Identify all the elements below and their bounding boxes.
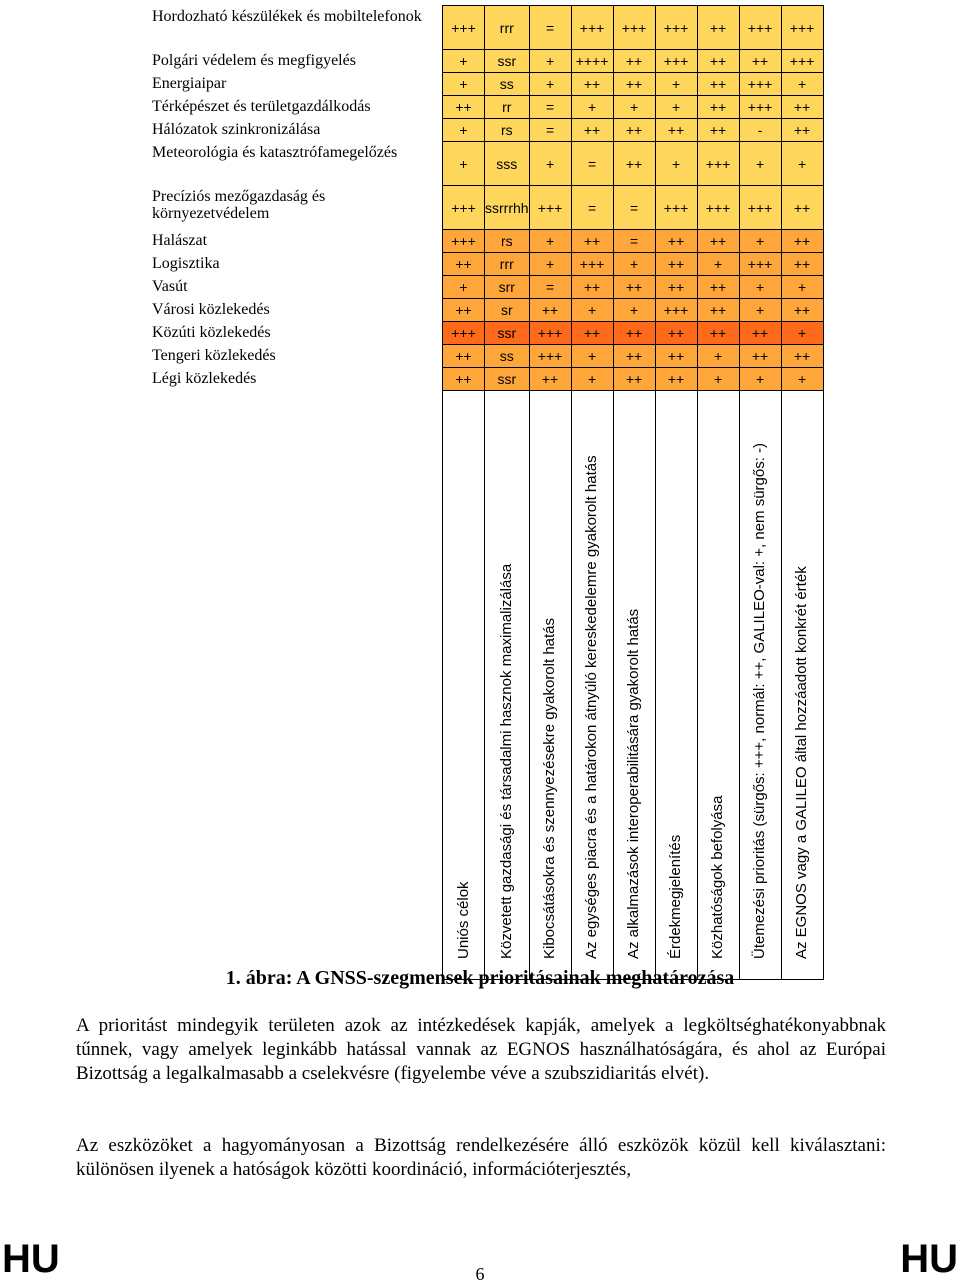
table-cell: ++: [697, 96, 739, 119]
table-cell: =: [529, 96, 571, 119]
table-cell: +: [739, 276, 781, 299]
column-header: [571, 391, 613, 980]
table-cell: -: [739, 119, 781, 142]
column-header: [443, 391, 485, 980]
table-cell: ++: [781, 230, 823, 253]
row-label: Hálózatok szinkronizálása: [152, 120, 321, 138]
row-label: Térképészet és területgazdálkodás: [152, 97, 371, 115]
table-row: [144, 119, 823, 142]
table-cell: rs: [485, 230, 530, 253]
table-cell: +: [529, 50, 571, 73]
table-cell: ++: [613, 368, 655, 391]
table-cell: +++: [781, 6, 823, 50]
row-label: Logisztika: [152, 254, 220, 272]
table-cell: +: [571, 299, 613, 322]
column-header-row: [144, 391, 823, 980]
table-cell: +: [655, 96, 697, 119]
table-cell: =: [529, 119, 571, 142]
table-cell: +++: [739, 6, 781, 50]
table-cell: sr: [485, 299, 530, 322]
table-cell: ++: [697, 230, 739, 253]
table-cell: +++: [529, 345, 571, 368]
row-label: Közúti közlekedés: [152, 323, 271, 341]
table-cell: +++: [529, 322, 571, 345]
column-header-label: Az EGNOS vagy a GALILEO által hozzáadott konkrét érték: [793, 566, 811, 959]
table-cell: ssr: [485, 368, 530, 391]
column-header-label: Érdekmegjelenítés: [667, 834, 685, 959]
table-cell: +: [739, 142, 781, 186]
row-label: Városi közlekedés: [152, 300, 270, 318]
table-cell: ++: [697, 119, 739, 142]
table-cell: +++: [529, 186, 571, 230]
column-header: [655, 391, 697, 980]
table-cell: +: [697, 253, 739, 276]
table-cell: ++: [613, 142, 655, 186]
table-cell: ++: [697, 73, 739, 96]
table-cell: ++: [781, 186, 823, 230]
table-cell: +: [613, 96, 655, 119]
table-cell: =: [571, 186, 613, 230]
row-label: Energiaipar: [152, 74, 227, 92]
column-header-label: Uniós célok: [454, 881, 472, 959]
table-cell: =: [613, 230, 655, 253]
table-cell: +: [613, 253, 655, 276]
table-cell: ++: [697, 276, 739, 299]
paragraph-1: A prioritást mindegyik területen azok az intézkedések kapják, amelyek a legköltséghatékonyabbnak tűnnek, vagy amelyek leginkább hatással vannak az EGNOS használhatóságára, és ahol az Európai Bizottság a legalkalmasabb a cselekvésre (figyelembe véve a szubszidiaritás elvét).: [76, 1015, 886, 1084]
table-cell: +: [739, 230, 781, 253]
table-cell: ++: [571, 230, 613, 253]
table-cell: ++: [655, 276, 697, 299]
row-label: Halászat: [152, 231, 208, 249]
table-cell: +++: [571, 6, 613, 50]
table-row: [144, 368, 823, 391]
column-header: [697, 391, 739, 980]
table-row: [144, 299, 823, 322]
table-cell: +++: [781, 50, 823, 73]
row-label: Légi közlekedés: [152, 369, 257, 387]
table-cell: =: [529, 6, 571, 50]
table-cell: ++: [529, 299, 571, 322]
table-cell: srr: [485, 276, 530, 299]
table-cell: +++: [655, 50, 697, 73]
table-cell: ++: [613, 73, 655, 96]
table-cell: +: [739, 299, 781, 322]
table-cell: ++: [529, 368, 571, 391]
table-cell: ++: [613, 322, 655, 345]
row-label: Vasút: [152, 277, 188, 295]
table-cell: ++: [697, 322, 739, 345]
table-cell: +: [443, 73, 485, 96]
table-cell: ssr: [485, 322, 530, 345]
column-header: [613, 391, 655, 980]
table-cell: ssr: [485, 50, 530, 73]
table-cell: +++: [613, 6, 655, 50]
table-cell: +++: [739, 96, 781, 119]
table-cell: +: [529, 253, 571, 276]
table-row: [144, 96, 823, 119]
table-cell: =: [613, 186, 655, 230]
priority-table: [144, 5, 824, 980]
column-header: [485, 391, 530, 980]
header-blank: [144, 391, 443, 980]
table-row: [144, 73, 823, 96]
table-cell: rrr: [485, 6, 530, 50]
table-cell: rs: [485, 119, 530, 142]
table-cell: ++++: [571, 50, 613, 73]
table-cell: ++: [613, 276, 655, 299]
paragraph-2: Az eszközöket a hagyományosan a Bizottság rendelkezésére álló eszközök közül kell kiválasztani: különösen ilyenek a hatóságok közötti koordináció, információterjesztés,: [76, 1135, 886, 1180]
column-header: [781, 391, 823, 980]
table-cell: ++: [571, 119, 613, 142]
table-cell: +: [443, 119, 485, 142]
table-cell: ++: [739, 322, 781, 345]
table-cell: rrr: [485, 253, 530, 276]
row-label: Hordozható készülékek és mobiltelefonok: [152, 7, 422, 25]
table-cell: +: [655, 73, 697, 96]
table-cell: ss: [485, 73, 530, 96]
table-cell: +: [697, 368, 739, 391]
table-row: [144, 322, 823, 345]
table-cell: ++: [443, 96, 485, 119]
table-cell: ++: [781, 299, 823, 322]
table-cell: ++: [655, 345, 697, 368]
table-cell: ++: [655, 119, 697, 142]
table-cell: ++: [781, 96, 823, 119]
table-cell: ++: [571, 322, 613, 345]
table-cell: +++: [739, 253, 781, 276]
table-cell: ++: [781, 345, 823, 368]
table-cell: ++: [697, 6, 739, 50]
table-cell: +: [443, 142, 485, 186]
table-row: [144, 6, 823, 50]
table-cell: +: [613, 299, 655, 322]
row-label: Meteorológia és katasztrófamegelőzés: [152, 143, 398, 161]
table-cell: +++: [443, 322, 485, 345]
table-cell: ++: [655, 322, 697, 345]
table-cell: +: [781, 368, 823, 391]
table-cell: +: [443, 276, 485, 299]
table-cell: +: [781, 73, 823, 96]
table-row: [144, 142, 823, 186]
table-cell: +: [571, 345, 613, 368]
table-row: [144, 345, 823, 368]
table-cell: +++: [697, 142, 739, 186]
table-cell: +++: [655, 299, 697, 322]
table-cell: +: [443, 50, 485, 73]
table-cell: ++: [443, 253, 485, 276]
column-header: [739, 391, 781, 980]
table-cell: ++: [443, 345, 485, 368]
table-cell: ++: [443, 368, 485, 391]
table-cell: ++: [613, 119, 655, 142]
table-cell: +: [697, 345, 739, 368]
table-cell: +: [571, 368, 613, 391]
figure-caption: 1. ábra: A GNSS-szegmensek prioritásainak meghatározása: [225, 967, 735, 989]
table-cell: rr: [485, 96, 530, 119]
table-cell: +: [781, 142, 823, 186]
table-cell: +++: [697, 186, 739, 230]
table-cell: ++: [571, 73, 613, 96]
table-cell: +: [571, 96, 613, 119]
table-cell: +: [739, 368, 781, 391]
table-cell: ssrrrhh: [485, 186, 530, 230]
column-header-label: Az alkalmazások interoperabilitására gyakorolt hatás: [625, 608, 643, 959]
table-row: [144, 186, 823, 230]
table-cell: +: [529, 142, 571, 186]
column-header: [529, 391, 571, 980]
table-cell: +: [781, 322, 823, 345]
table-cell: ++: [655, 253, 697, 276]
table-cell: ++: [443, 299, 485, 322]
table-cell: ++: [655, 230, 697, 253]
page-number: 6: [475, 1264, 485, 1284]
table-cell: sss: [485, 142, 530, 186]
table-cell: +: [529, 73, 571, 96]
column-header-label: Közvetett gazdasági és társadalmi hasznok maximalizálása: [497, 563, 515, 959]
table-cell: ++: [697, 299, 739, 322]
table-cell: ++: [781, 253, 823, 276]
table-cell: ++: [697, 50, 739, 73]
row-label: Precíziós mezőgazdaság és környezetvédelem: [152, 187, 326, 222]
table-cell: ++: [613, 50, 655, 73]
row-label: Tengeri közlekedés: [152, 346, 276, 364]
table-cell: +: [655, 142, 697, 186]
table-row: [144, 253, 823, 276]
table-cell: +: [781, 276, 823, 299]
column-header-label: Ütemezési prioritás (sürgős: +++, normál: ++, GALILEO-val: +, nem sürgős: -): [751, 442, 769, 959]
column-header-label: Kibocsátásokra és szennyezésekre gyakorolt hatás: [541, 617, 559, 959]
table-cell: +++: [571, 253, 613, 276]
footer-language-right: HU: [900, 1237, 958, 1281]
table-cell: +++: [739, 186, 781, 230]
table-cell: ++: [571, 276, 613, 299]
column-header-label: Az egységes piacra és a határokon átnyúló kereskedelemre gyakorolt hatás: [583, 455, 601, 959]
table-cell: +++: [739, 73, 781, 96]
table-cell: ss: [485, 345, 530, 368]
table-row: [144, 50, 823, 73]
table-cell: +: [529, 230, 571, 253]
table-cell: =: [571, 142, 613, 186]
table-cell: ++: [739, 345, 781, 368]
table-cell: ++: [739, 50, 781, 73]
table-cell: +++: [443, 230, 485, 253]
table-cell: ++: [613, 345, 655, 368]
table-cell: ++: [655, 368, 697, 391]
table-cell: +++: [443, 6, 485, 50]
column-header-label: Közhatóságok befolyása: [709, 795, 727, 959]
table-cell: ++: [781, 119, 823, 142]
footer-language-left: HU: [2, 1237, 60, 1281]
row-label: Polgári védelem és megfigyelés: [152, 51, 356, 69]
table-cell: +++: [443, 186, 485, 230]
table-cell: +++: [655, 186, 697, 230]
table-row: [144, 276, 823, 299]
table-cell: +++: [655, 6, 697, 50]
table-cell: =: [529, 276, 571, 299]
table-row: [144, 230, 823, 253]
